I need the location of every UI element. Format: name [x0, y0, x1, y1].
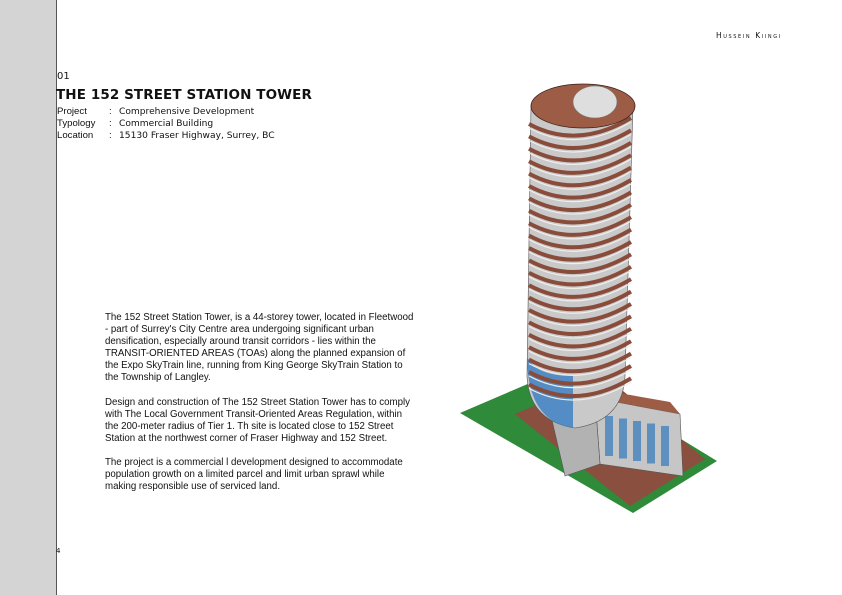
meta-sep: :: [109, 130, 112, 142]
description-paragraph: The project is a commercial l development designed to accommodate population growth on a limited parcel and limit urban sprawl while making responsible use of serviced land.: [105, 456, 403, 493]
tower-render-image: [455, 76, 725, 518]
description-paragraph: Design and construction of The 152 Street Station Tower has to comply with The Local Government Transit-Oriented Areas Regulation, within the 200-meter radius of Tier 1. Th site is located close to 152 Street Station at the northwest corner of Fraser Highway and 152 Street.: [105, 396, 410, 444]
meta-key: Typology: [57, 118, 96, 130]
meta-value: Comprehensive Development: [119, 107, 255, 117]
podium-window: [661, 426, 669, 466]
meta-value: Commercial Building: [119, 119, 214, 130]
project-title: THE 152 STREET STATION TOWER: [56, 87, 312, 103]
project-meta: [57, 106, 275, 143]
podium-window: [605, 416, 613, 456]
meta-row-location: [57, 130, 275, 142]
podium-window: [647, 424, 655, 464]
project-number: 01: [57, 71, 70, 82]
tower-body: [527, 84, 635, 428]
meta-value: 15130 Fraser Highway, Surrey, BC: [119, 131, 275, 142]
meta-key: Project: [57, 106, 87, 117]
side-strip: [0, 0, 57, 595]
meta-row-project: [57, 106, 275, 118]
meta-sep: :: [109, 118, 112, 130]
meta-sep: :: [109, 106, 112, 117]
description-paragraph: The 152 Street Station Tower, is a 44-storey tower, located in Fleetwood - part of Surrey's City Centre area undergoing significant urban densification, especially around transit corridors - lies within the TRANSIT-ORIENTED AREAS (TOAs) along the planned expansion of the Expo SkyTrain line, running from King George SkyTrain Station to the Township of Langley.: [105, 312, 414, 384]
description: [105, 312, 415, 505]
author-name: Hussein Kiingi: [716, 31, 782, 40]
meta-key: Location: [57, 130, 94, 142]
podium-window: [619, 419, 627, 459]
meta-row-typology: [57, 118, 275, 130]
podium-window: [633, 421, 641, 461]
page-number: 4: [56, 547, 61, 555]
roof-garden: [573, 86, 617, 118]
